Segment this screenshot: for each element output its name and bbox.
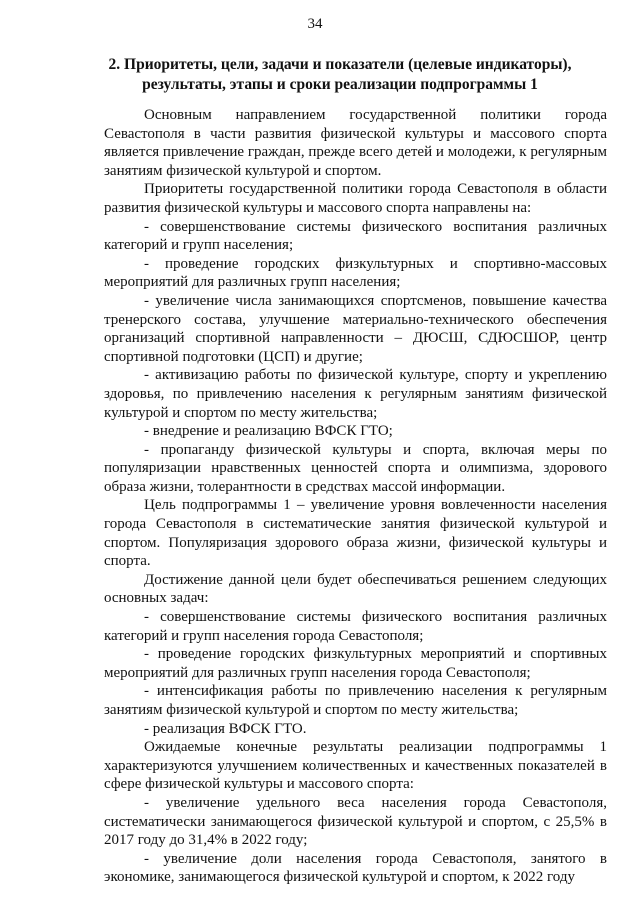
list-item-task: - реализация ВФСК ГТО.	[144, 720, 307, 737]
list-item-priority: - пропаганду физической культуры и спорта, включая меры по популяризации нравственных ценностей спорта и олимпизма, здорового образа жизни, толерантности в средствах массой информации.	[104, 441, 607, 495]
list-item-priority: - проведение городских физкультурных и спортивно-массовых мероприятий для различных групп населения;	[104, 255, 607, 291]
list-item-task: - совершенствование системы физического воспитания различных категорий и групп населения города Севастополя;	[104, 609, 607, 644]
section-heading	[100, 55, 580, 95]
list-item-priority: - внедрение и реализацию ВФСК ГТО;	[144, 423, 393, 440]
list-item-priority: - совершенствование системы физического воспитания различных категорий и групп населения;	[104, 218, 607, 254]
list-item-task: - интенсификация работы по привлечению населения к регулярным занятиям физической культурой и спортом по месту жительства;	[104, 683, 607, 718]
list-item-task: - проведение городских физкультурных мероприятий и спортивных мероприятий для различных групп населения города Севастополя;	[104, 646, 607, 681]
paragraph-expected-results: Ожидаемые конечные результаты реализации подпрограммы 1 характеризуются улучшением количественных и качественных показателей в сфере физической культуры и массового спорта:	[104, 739, 607, 793]
section-heading-line-1: 2. Приоритеты, цели, задачи и показатели (целевые индикаторы),	[108, 56, 572, 73]
document-body	[104, 106, 607, 887]
list-item-result: - увеличение доли населения города Севастополя, занятого в экономике, занимающегося физической культурой и спортом, к 2022 году	[104, 850, 607, 886]
paragraph-main-direction: Основным направлением государственной политики города Севастополя в части развития физической культуры и массового спорта является привлечение граждан, прежде всего детей и молодежи, к регулярным занятиям физической культурой и спортом.	[104, 107, 607, 179]
list-item-result: - увеличение удельного веса населения города Севастополя, систематически занимающегося физической культурой и спортом, с 25,5% в 2017 году до 31,4% в 2022 году;	[104, 794, 607, 849]
list-item-priority: - увеличение числа занимающихся спортсменов, повышение качества тренерского состава, улучшение материально-технического обеспечения организаций спортивной направленности – ДЮСШ, СДЮСШОР, центр спортивной подготовки (ЦСП) и другие;	[104, 292, 607, 365]
paragraph-tasks-intro: Достижение данной цели будет обеспечиваться решением следующих основных задач:	[104, 571, 607, 607]
paragraph-goal: Цель подпрограммы 1 – увеличение уровня вовлеченности населения города Севастополя в систематические занятия физической культурой и спортом. Популяризация здорового образа жизни, физической культуры и спорта.	[104, 497, 607, 570]
list-item-priority: - активизацию работы по физической культуре, спорту и укреплению здоровья, по привлечению населения к регулярным занятиям физической культурой и спортом по месту жительства;	[104, 367, 607, 421]
paragraph-priorities-intro: Приоритеты государственной политики города Севастополя в области развития физической культуры и массового спорта направлены на:	[104, 181, 607, 216]
section-heading-line-2: результаты, этапы и сроки реализации подпрограммы 1	[142, 76, 538, 93]
page-number: 34	[307, 16, 323, 32]
